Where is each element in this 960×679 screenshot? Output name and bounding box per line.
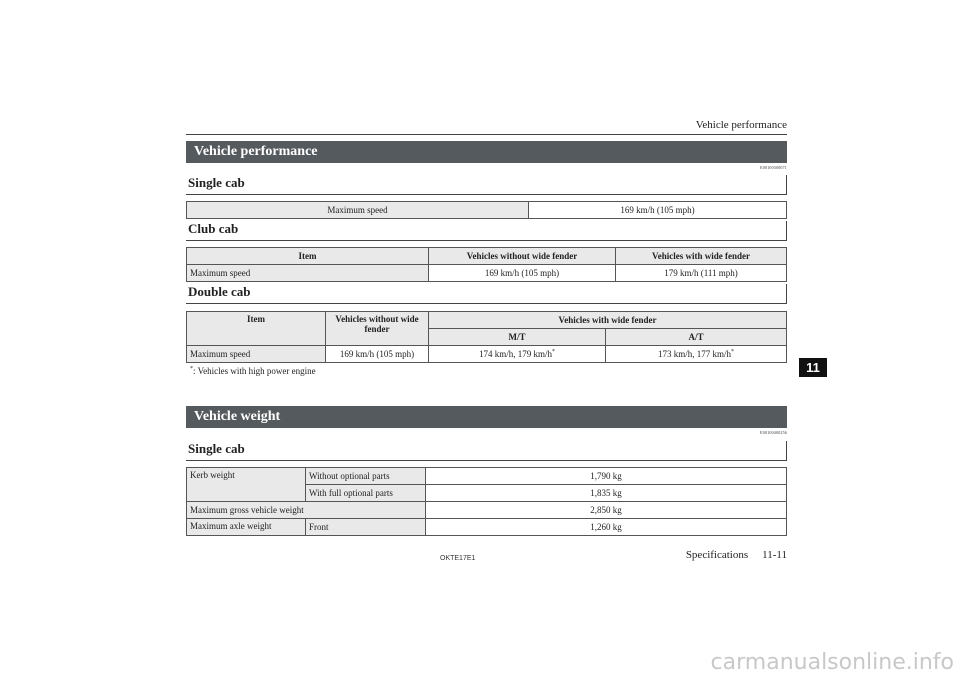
column-header: Item [187, 248, 429, 265]
table-cell: 169 km/h (105 mph) [326, 346, 429, 363]
table-row [187, 265, 787, 282]
subheading-single-cab: Single cab [186, 175, 787, 195]
club-cab-speed-table [186, 247, 787, 282]
table-header-row [187, 312, 787, 329]
header-divider [186, 134, 787, 135]
page-footer [686, 549, 787, 561]
table-cell: 1,790 kg [426, 468, 787, 485]
table-cell: 1,260 kg [426, 519, 787, 536]
section-code-weight: E00100400256 [760, 430, 787, 435]
table-cell: Maximum axle weight [187, 519, 306, 536]
footnote-marker: * [552, 349, 555, 355]
table-row [187, 346, 787, 363]
table-cell: Maximum speed [187, 202, 529, 219]
subheading-double-cab: Double cab [186, 284, 787, 304]
footnote-marker: * [731, 349, 734, 355]
watermark: carmanualsonline.info [710, 650, 954, 675]
table-cell: Front [306, 519, 426, 536]
table-row [187, 519, 787, 536]
table-cell: 1,835 kg [426, 485, 787, 502]
section-heading-performance: Vehicle performance [186, 141, 787, 163]
table-cell [429, 346, 606, 363]
table-row [187, 468, 787, 485]
chapter-tab: 11 [799, 358, 827, 377]
column-header: Vehicles with wide fender [429, 312, 787, 329]
footnote-text: : Vehicles with high power engine [193, 366, 316, 376]
table-cell: Kerb weight [187, 468, 306, 502]
table-cell [606, 346, 787, 363]
table-cell: 179 km/h (111 mph) [616, 265, 787, 282]
page-number: 11-11 [762, 549, 787, 561]
column-header: Vehicles with wide fender [616, 248, 787, 265]
table-cell: 2,850 kg [426, 502, 787, 519]
table-row [187, 502, 787, 519]
single-cab-speed-table [186, 201, 787, 219]
column-header: A/T [606, 329, 787, 346]
table-cell: 169 km/h (105 mph) [429, 265, 616, 282]
subheading-club-cab: Club cab [186, 221, 787, 241]
document-code: OKTE17E1 [440, 555, 476, 562]
double-cab-speed-table [186, 311, 787, 363]
cell-text: 173 km/h, 177 km/h [657, 349, 731, 359]
table-cell: Maximum gross vehicle weight [187, 502, 426, 519]
footnote-marker: * [190, 366, 193, 372]
cell-text: 174 km/h, 179 km/h [478, 349, 552, 359]
table-cell: Maximum speed [187, 346, 326, 363]
table-cell: Without optional parts [306, 468, 426, 485]
table-cell: Maximum speed [187, 265, 429, 282]
table-row [187, 202, 787, 219]
footnote [190, 366, 316, 376]
subheading-weight-single-cab: Single cab [186, 441, 787, 461]
column-header: Vehicles without wide fender [326, 312, 429, 346]
column-header: Vehicles without wide fender [429, 248, 616, 265]
table-cell: With full optional parts [306, 485, 426, 502]
footer-section: Specifications [685, 549, 749, 561]
table-cell: 169 km/h (105 mph) [529, 202, 787, 219]
column-header: M/T [429, 329, 606, 346]
table-header-row [187, 248, 787, 265]
section-heading-weight: Vehicle weight [186, 406, 787, 428]
weight-table [186, 467, 787, 536]
page-header-title: Vehicle performance [695, 119, 787, 131]
column-header: Item [187, 312, 326, 346]
section-code-performance: E00100300071 [760, 165, 787, 170]
